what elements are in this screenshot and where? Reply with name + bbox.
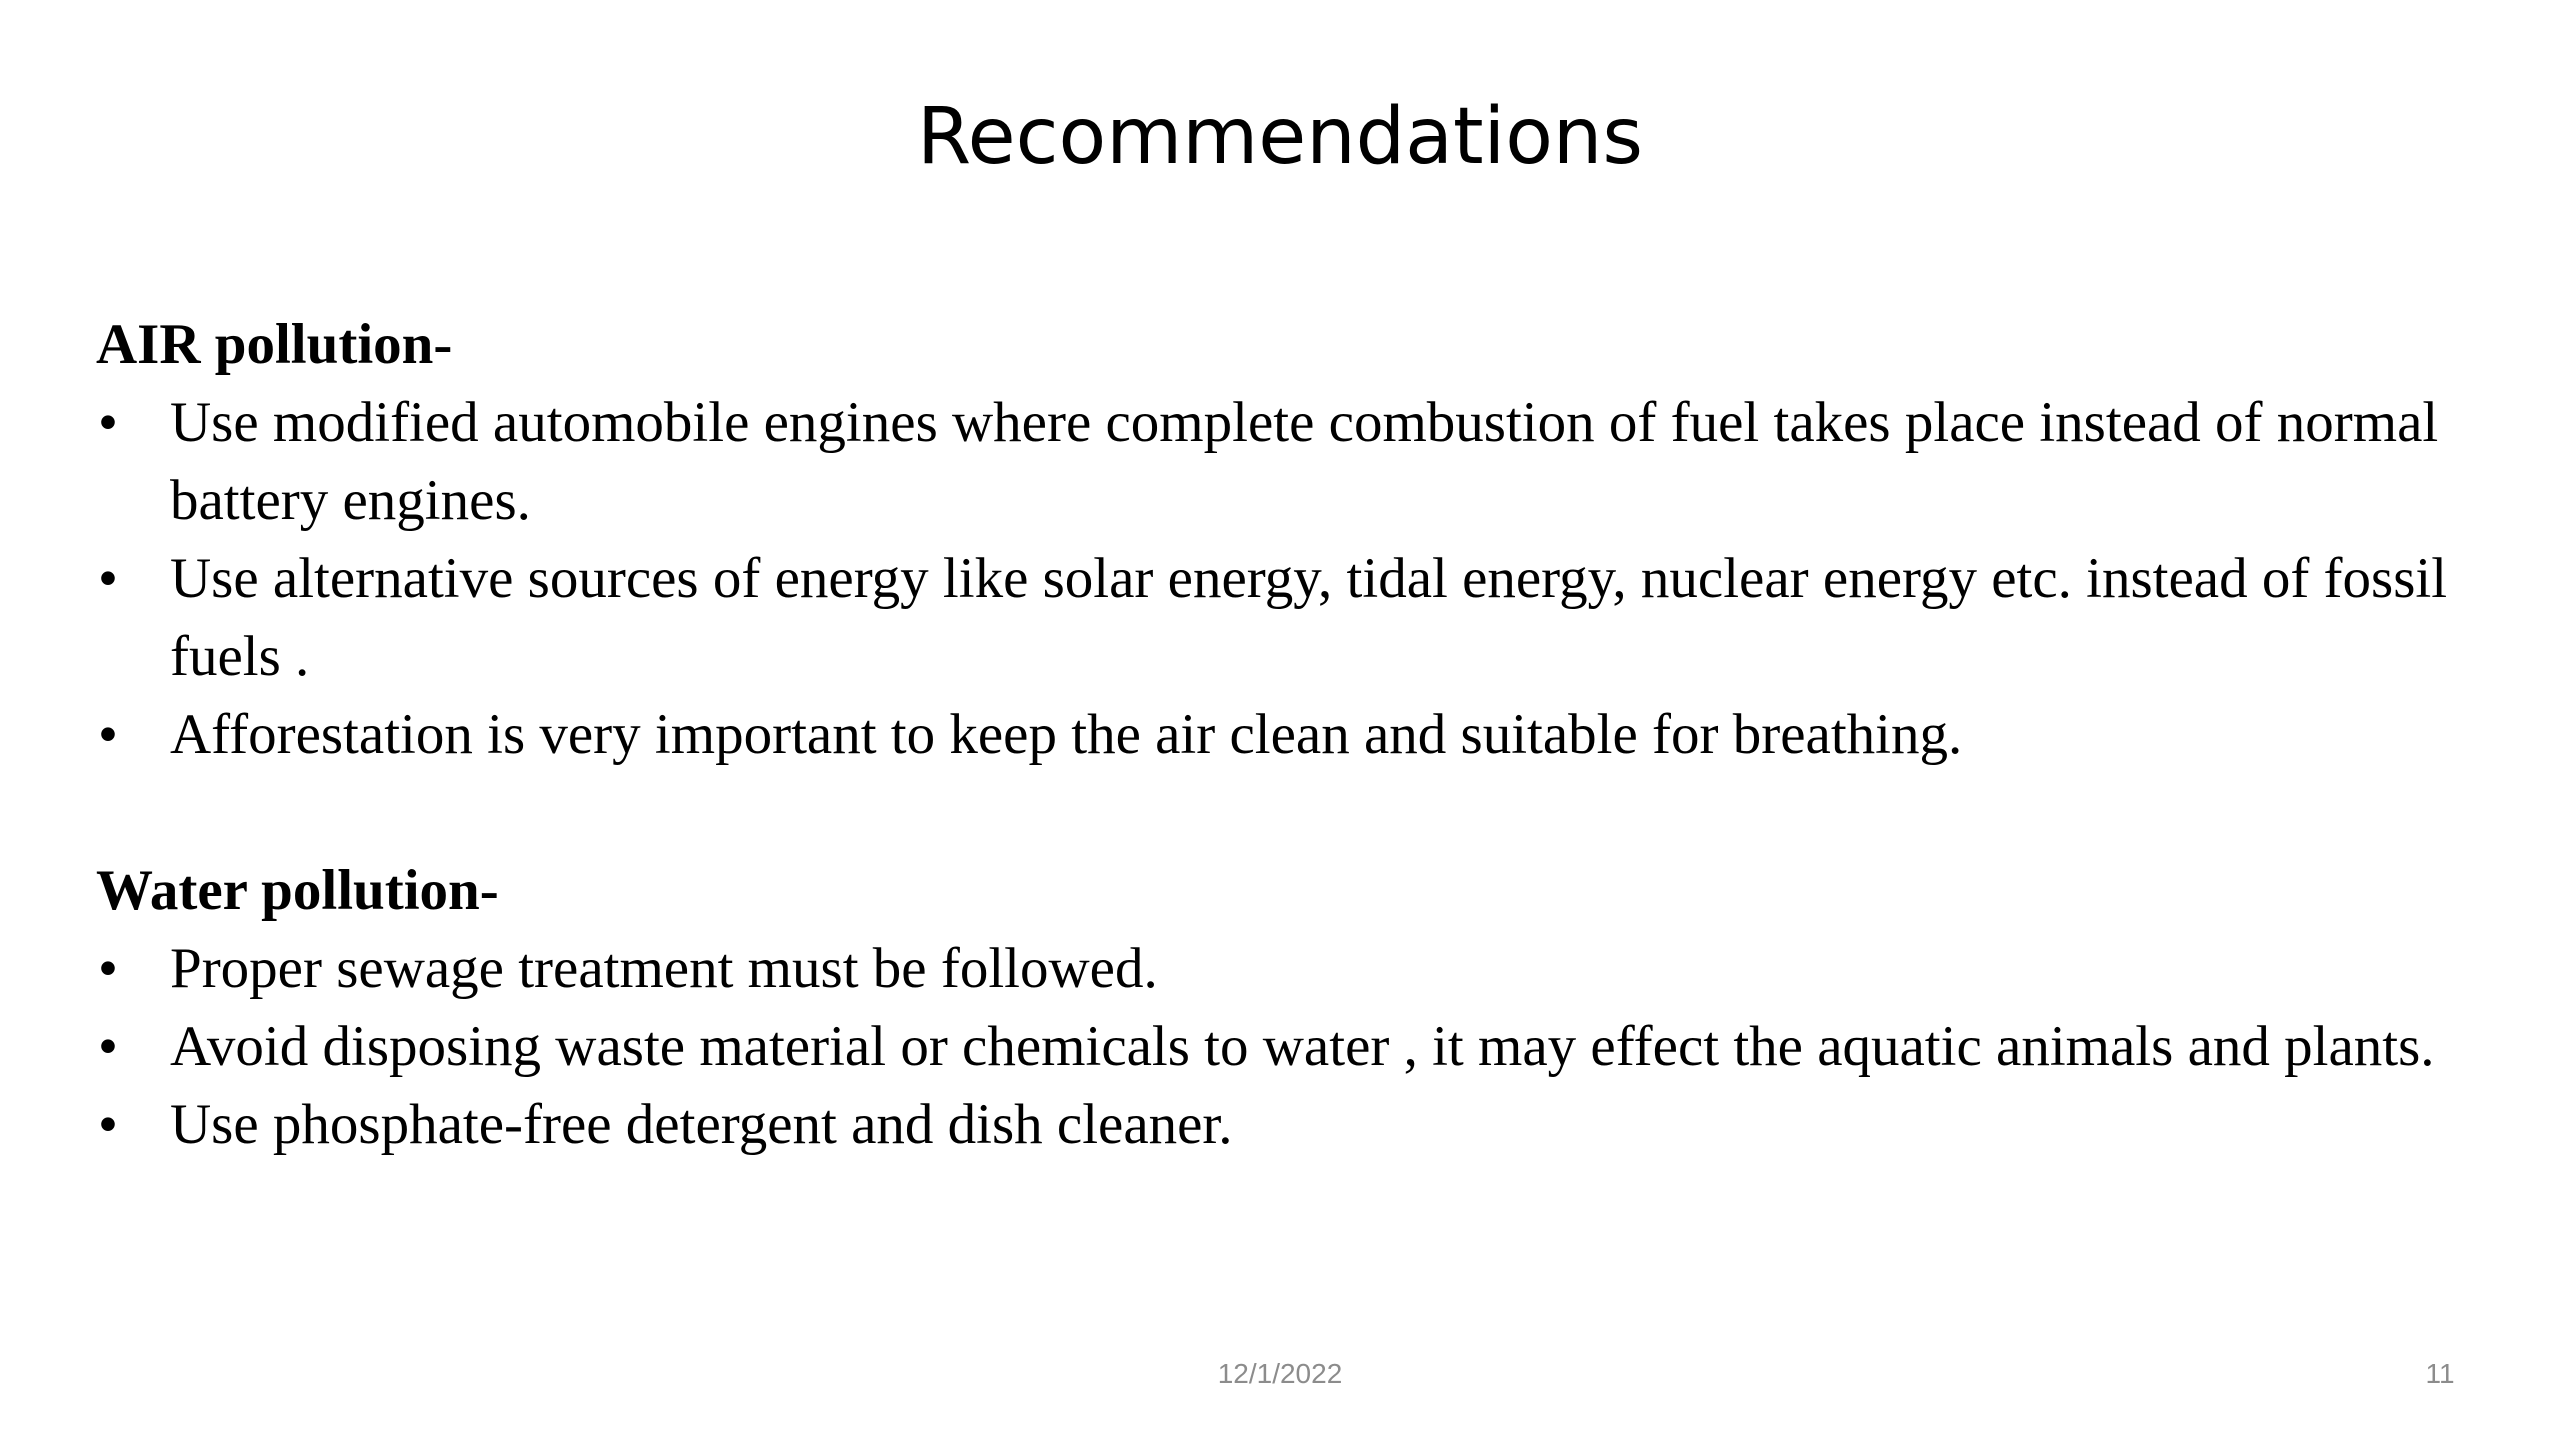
section-heading-water: Water pollution- [96,859,499,922]
bullet-icon: • [98,1015,118,1078]
bullet-icon: • [98,1093,118,1156]
slide-title: Recommendations [916,92,1644,182]
slide-number: 11 [2425,1358,2455,1389]
list-item [96,930,2536,1008]
list-item [96,1086,2536,1164]
list-item-text: Use modified automobile engines where complete combustion of fuel takes place instead of normal battery engines. [170,391,2439,532]
bullet-icon: • [98,391,118,454]
list-item-text: Avoid disposing waste material or chemicals to water , it may effect the aquatic animals and plants. [170,1015,2435,1078]
list-item-text: Afforestation is very important to keep the air clean and suitable for breathing. [170,703,1963,766]
air-pollution-list [96,384,2536,774]
list-item [96,540,2536,696]
bullet-icon: • [98,547,118,610]
bullet-icon: • [98,937,118,1000]
water-pollution-list [96,930,2536,1164]
list-item-text: Use phosphate-free detergent and dish cleaner. [170,1093,1233,1156]
list-item [96,384,2536,540]
footer-date: 12/1/2022 [1217,1358,1343,1389]
list-item-text: Use alternative sources of energy like solar energy, tidal energy, nuclear energy etc. instead of fossil fuels . [170,547,2448,688]
list-item-text: Proper sewage treatment must be followed. [170,937,1158,1000]
list-item [96,1008,2536,1086]
section-heading-air: AIR pollution- [96,313,453,376]
slide-content [96,306,2536,1164]
bullet-icon: • [98,703,118,766]
list-item [96,696,2536,774]
